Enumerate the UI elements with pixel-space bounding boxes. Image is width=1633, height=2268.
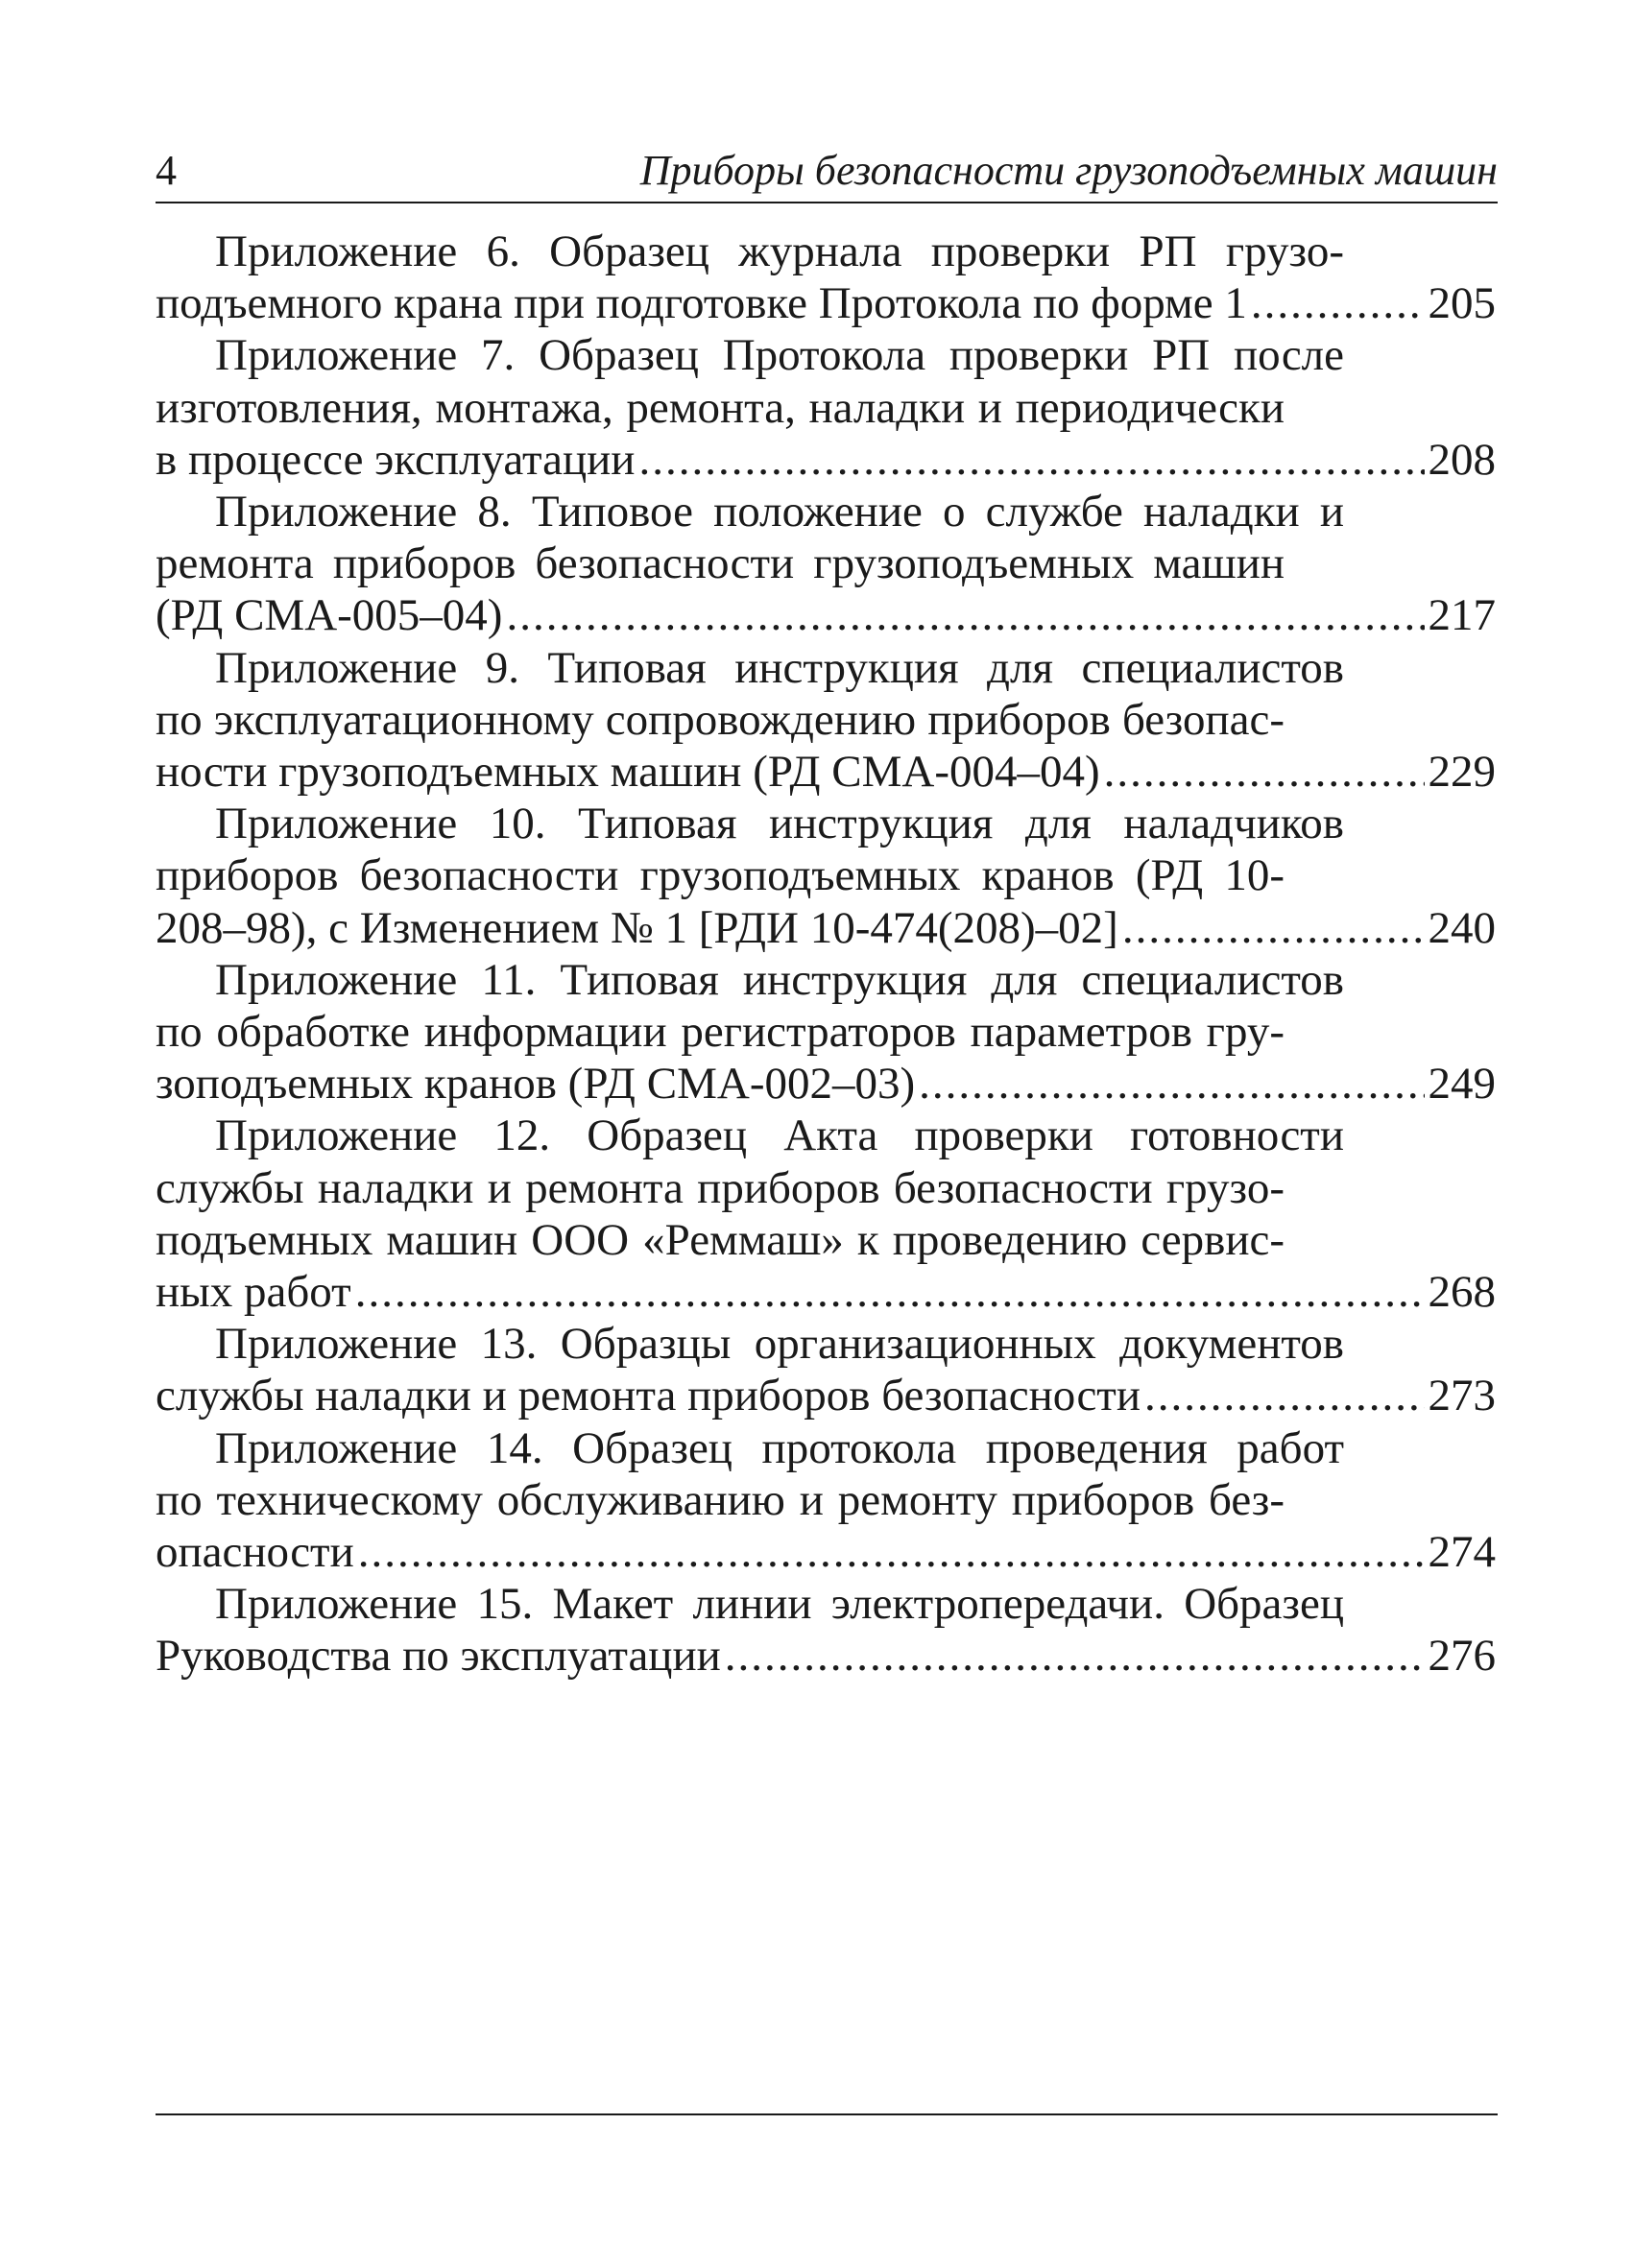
toc-entry-text: ности грузоподъемных машин (РД СМА-004–04) [156, 747, 1100, 798]
toc-entry-title: Приложение 14. Образец протокола проведения работ [215, 1422, 1344, 1473]
toc-entry-text: изготовления, монтажа, ремонта, наладки и периодически [156, 382, 1285, 433]
toc-entry-line [156, 849, 1285, 901]
dot-leader [1144, 1370, 1425, 1421]
dot-leader [1122, 902, 1425, 954]
toc-entry-title: Приложение 15. Макет линии электропередачи. Образец [215, 1579, 1344, 1630]
toc-entry [156, 1110, 1496, 1318]
toc-entry-last-line [156, 277, 1496, 329]
toc-entry-title: Приложение 7. Образец Протокола проверки РП после [215, 330, 1344, 381]
toc-page-number: 276 [1428, 1631, 1496, 1682]
toc-entry-title: Приложение 12. Образец Акта проверки готовности [215, 1110, 1344, 1161]
dot-leader [1104, 746, 1425, 798]
toc-entry-line [156, 1578, 1344, 1630]
dot-leader [355, 1266, 1425, 1318]
toc-entry-text: подъемных машин ООО «Реммаш» к проведению сервис- [156, 1214, 1285, 1265]
running-header [156, 146, 1498, 200]
toc-entry [156, 798, 1496, 954]
toc-entry-text: по обработке информации регистраторов параметров гру- [156, 1007, 1285, 1058]
toc-entry-text: по эксплуатационному сопровождению приборов безопас- [156, 694, 1285, 745]
dot-leader [506, 589, 1424, 641]
dot-leader [919, 1058, 1424, 1110]
dot-leader [638, 434, 1424, 486]
toc-entry-line [156, 1110, 1344, 1161]
toc-entry-line [156, 954, 1344, 1006]
toc-entry-last-line [156, 1266, 1496, 1318]
header-rule [156, 202, 1498, 203]
toc-page-number: 217 [1428, 590, 1496, 641]
toc-entry-text: зоподъемных кранов (РД СМА-002–03) [156, 1059, 916, 1110]
toc-entry-line [156, 798, 1344, 849]
toc-page-number: 268 [1428, 1267, 1496, 1318]
toc-entry-text: (РД СМА-005–04) [156, 590, 503, 641]
toc-entry-last-line [156, 1058, 1496, 1110]
toc-entry-line [156, 1318, 1344, 1370]
toc-entry-last-line [156, 589, 1496, 641]
toc-entry-text: службы наладки и ремонта приборов безопасности грузо- [156, 1162, 1285, 1213]
toc-entry-title: Приложение 8. Типовое положение о службе наладки и [215, 487, 1344, 537]
toc-entry-text: Руководства по эксплуатации [156, 1631, 721, 1682]
toc-page-number: 249 [1428, 1059, 1496, 1110]
dot-leader [358, 1526, 1425, 1578]
toc-entry-text: подъемного крана при подготовке Протокола по форме 1 [156, 278, 1247, 329]
toc-entry [156, 954, 1496, 1110]
toc-page-number: 274 [1428, 1527, 1496, 1578]
table-of-contents [156, 226, 1496, 1683]
toc-entry-line [156, 1162, 1285, 1214]
toc-entry-text: опасности [156, 1527, 354, 1578]
toc-entry-last-line [156, 1370, 1496, 1421]
toc-entry-text: ремонта приборов безопасности грузоподъемных машин [156, 538, 1285, 589]
toc-entry-line [156, 1006, 1285, 1058]
toc-entry-text: в процессе эксплуатации [156, 434, 636, 485]
dot-leader [1251, 277, 1425, 329]
toc-entry-line [156, 1214, 1285, 1266]
running-title: Приборы безопасности грузоподъемных машин [639, 147, 1498, 194]
toc-entry [156, 642, 1496, 799]
toc-entry-text: 208–98), с Изменением № 1 [РДИ 10-474(208)–02] [156, 902, 1118, 953]
toc-entry-line [156, 642, 1344, 694]
toc-entry-title: Приложение 6. Образец журнала проверки РП грузо- [215, 227, 1344, 276]
toc-entry-line [156, 1422, 1344, 1474]
toc-entry-last-line [156, 902, 1496, 954]
toc-entry-line [156, 1474, 1285, 1526]
toc-entry-last-line [156, 746, 1496, 798]
toc-entry-title: Приложение 10. Типовая инструкция для наладчиков [215, 799, 1344, 849]
toc-entry-text: приборов безопасности грузоподъемных кранов (РД 10- [156, 850, 1285, 901]
toc-entry-line [156, 382, 1285, 434]
toc-entry [156, 329, 1496, 486]
toc-entry-line [156, 694, 1285, 746]
dot-leader [725, 1630, 1425, 1682]
toc-entry [156, 226, 1496, 329]
toc-entry [156, 486, 1496, 642]
toc-page-number: 205 [1428, 278, 1496, 329]
toc-entry-last-line [156, 1630, 1496, 1682]
page-number: 4 [156, 147, 177, 194]
toc-entry-text: по техническому обслуживанию и ремонту приборов без- [156, 1474, 1285, 1525]
toc-entry [156, 1422, 1496, 1579]
toc-entry-last-line [156, 434, 1496, 486]
toc-entry-text: ных работ [156, 1267, 351, 1318]
toc-entry-line [156, 537, 1285, 589]
toc-entry-line [156, 486, 1344, 537]
toc-entry-title: Приложение 9. Типовая инструкция для специалистов [215, 642, 1344, 693]
toc-entry-text: службы наладки и ремонта приборов безопасности [156, 1371, 1141, 1421]
toc-entry [156, 1578, 1496, 1682]
toc-entry [156, 1318, 1496, 1421]
footer-rule [156, 2113, 1498, 2115]
toc-entry-line [156, 329, 1344, 381]
toc-page-number: 208 [1428, 434, 1496, 485]
toc-entry-last-line [156, 1526, 1496, 1578]
toc-entry-title: Приложение 13. Образцы организационных документов [215, 1319, 1344, 1370]
toc-page-number: 240 [1428, 902, 1496, 953]
toc-entry-title: Приложение 11. Типовая инструкция для специалистов [215, 954, 1344, 1005]
toc-page-number: 273 [1428, 1371, 1496, 1421]
toc-page-number: 229 [1428, 747, 1496, 798]
toc-entry-line [156, 226, 1344, 277]
